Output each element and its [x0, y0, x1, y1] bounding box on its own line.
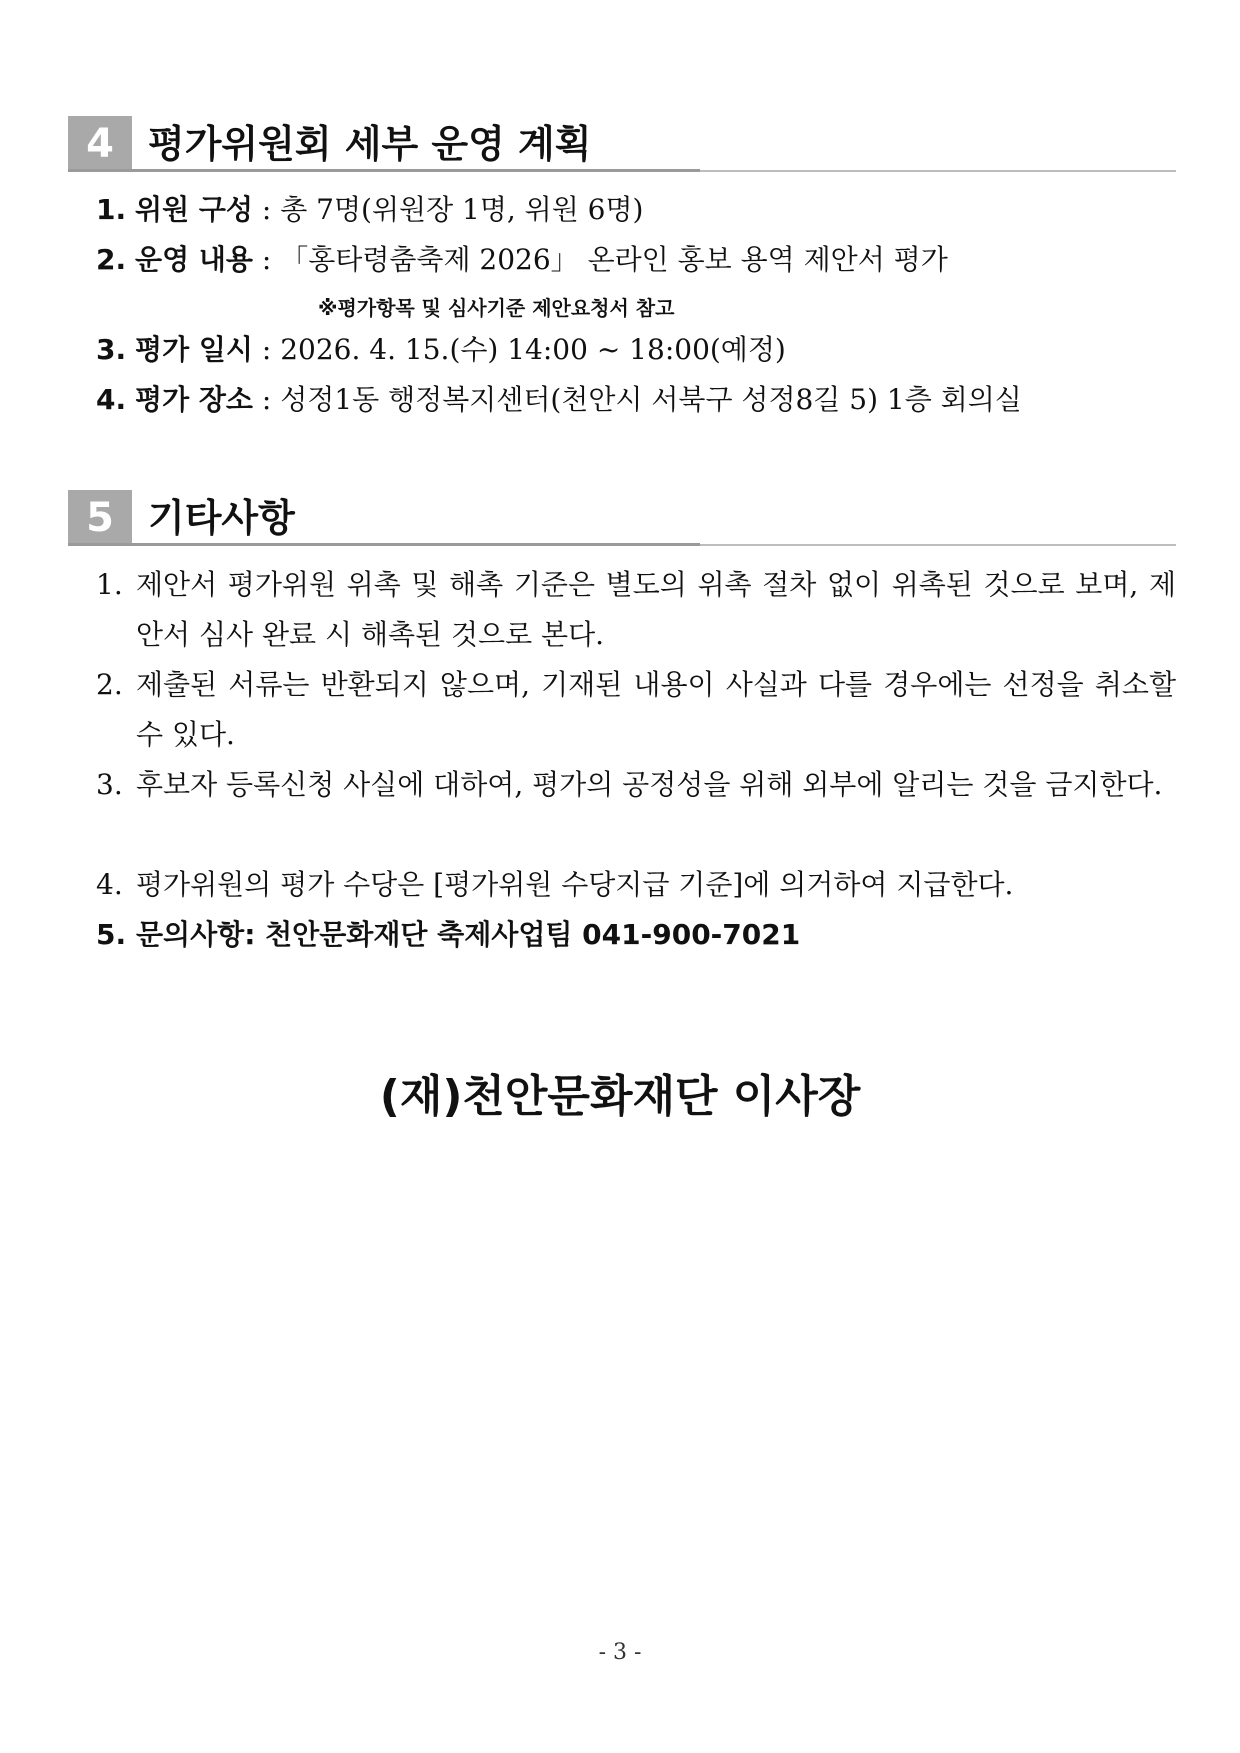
issuer-signature: (재)천안문화재단 이사장 [379, 1071, 861, 1122]
line-value: 「홍타령춤축제 2026」 온라인 홍보 용역 제안서 평가 [280, 243, 948, 276]
line-number: 1. [96, 193, 127, 226]
section-5-number: 5 [68, 490, 132, 546]
section-4-number: 4 [68, 116, 132, 172]
section-5-item-2 [96, 660, 1176, 760]
section-5-rule-right [700, 544, 1176, 546]
line-label: 운영 내용 [135, 243, 253, 276]
line-label: 평가 일시 [135, 333, 253, 366]
line-separator: : [261, 193, 272, 226]
line-label: 위원 구성 [135, 193, 253, 226]
item-number: 5. [96, 918, 127, 951]
section-4-line-1 [96, 193, 643, 227]
section-5-item-3 [96, 760, 1176, 810]
section-5-item-5 [96, 910, 1176, 960]
line-separator: : [261, 333, 272, 366]
item-text: 평가위원의 평가 수당은 [평가위원 수당지급 기준]에 의거하여 지급한다. [136, 868, 1014, 901]
line-number: 3. [96, 333, 127, 366]
contact-info: 문의사항: 천안문화재단 축제사업팀 041-900-7021 [136, 918, 801, 951]
line-value: 총 7명(위원장 1명, 위원 6명) [280, 193, 644, 226]
section-5-item-1 [96, 560, 1176, 660]
section-4-rule-right [700, 170, 1176, 172]
line-number: 4. [96, 383, 127, 416]
section-4-line-2 [96, 243, 948, 277]
section-4-line-3 [96, 333, 786, 367]
item-text: 제출된 서류는 반환되지 않으며, 기재된 내용이 사실과 다를 경우에는 선정을 취소할 수 있다. [136, 668, 1176, 751]
section-4-line-4 [96, 383, 1022, 417]
line-separator: : [261, 383, 272, 416]
item-number: 1. [96, 568, 123, 601]
line-value: 성정1동 행정복지센터(천안시 서북구 성정8길 5) 1층 회의실 [280, 383, 1022, 416]
section-5-item-4 [96, 860, 1176, 910]
item-number: 2. [96, 668, 123, 701]
page-number: - 3 - [598, 1640, 642, 1665]
item-number: 3. [96, 768, 123, 801]
line-value: 2026. 4. 15.(수) 14:00 ~ 18:00(예정) [280, 333, 786, 366]
evaluation-note: ※평가항목 및 심사기준 제안요청서 참고 [318, 296, 675, 320]
line-separator: : [261, 243, 272, 276]
section-5-rule-left [68, 543, 700, 546]
item-text: 후보자 등록신청 사실에 대하여, 평가의 공정성을 위해 외부에 알리는 것을 금지한다. [136, 768, 1163, 801]
line-number: 2. [96, 243, 127, 276]
item-number: 4. [96, 868, 123, 901]
section-4-header [68, 116, 1176, 172]
line-label: 평가 장소 [135, 383, 253, 416]
section-4-rule-left [68, 169, 700, 172]
item-text: 제안서 평가위원 위촉 및 해촉 기준은 별도의 위촉 절차 없이 위촉된 것으로 보며, 제안서 심사 완료 시 해촉된 것으로 본다. [136, 568, 1176, 651]
section-4-title: 평가위원회 세부 운영 계획 [148, 122, 592, 166]
section-5-title: 기타사항 [148, 496, 295, 540]
section-5-header [68, 490, 1176, 546]
